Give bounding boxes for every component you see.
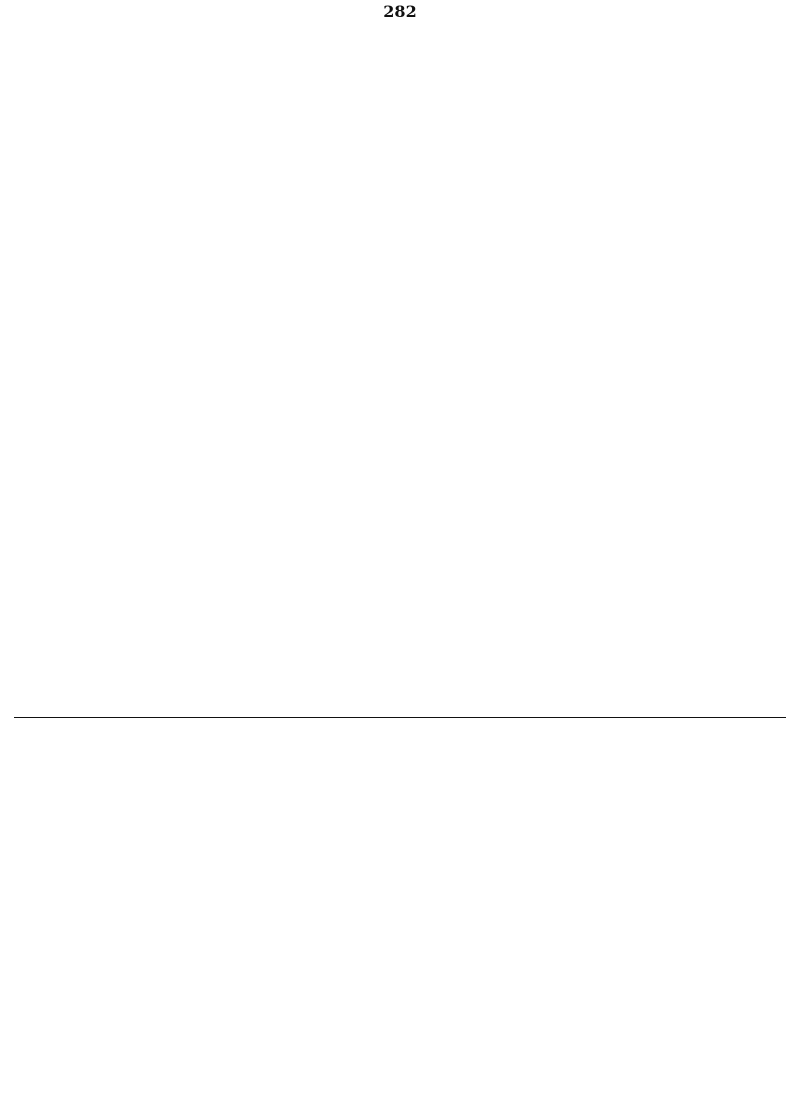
top-column-left [14,20,263,715]
bottom-column-right [537,724,786,1094]
bottom-column-middle [275,724,524,1094]
upper-columns [14,20,786,715]
top-column-middle [275,20,524,715]
feuilleton-rule [14,717,786,718]
bottom-column-left [14,724,263,1094]
page-number: 282 [383,2,417,21]
lower-columns [14,724,786,1094]
top-column-right [537,20,786,715]
